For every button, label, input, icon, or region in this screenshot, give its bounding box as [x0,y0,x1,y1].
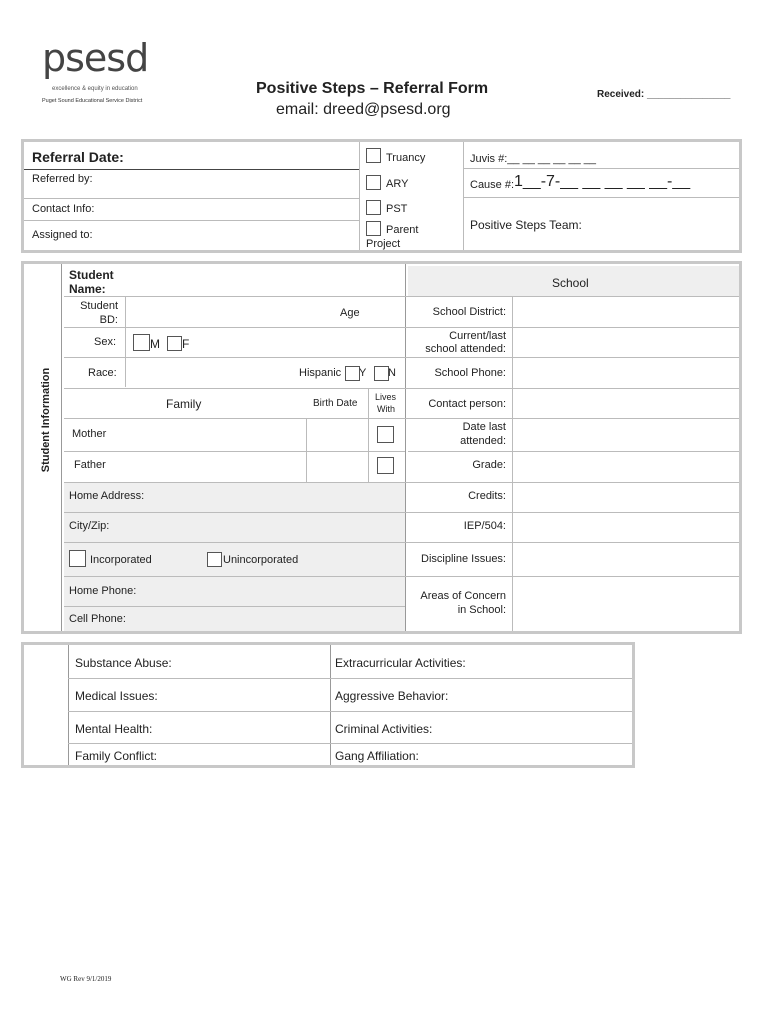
father-lives-with-checkbox[interactable] [377,457,394,474]
referral-date-label: Referral Date: [32,149,124,165]
sex-m-label: M [150,337,160,351]
current-school-label-2: school attended: [425,343,506,355]
gang-affiliation-label: Gang Affiliation: [335,749,419,763]
unincorporated-label: Unincorporated [223,554,299,566]
student-info-side-label: Student Information [40,367,52,473]
credits-label: Credits: [468,490,506,502]
sex-m-checkbox[interactable] [133,334,150,351]
logo-org: Puget Sound Educational Service District [42,98,143,104]
race-label: Race: [88,367,117,379]
hispanic-y-checkbox[interactable] [345,366,360,381]
parent-project-label: Parent [386,224,419,236]
pst-label: PST [386,203,408,215]
ary-label: ARY [386,178,409,190]
page-title: Positive Steps – Referral Form [256,80,489,97]
home-address-label: Home Address: [69,490,145,502]
logo-wordmark: psesd [42,36,149,80]
received-field[interactable]: Received: _______________ [597,89,731,100]
contact-info-label: Contact Info: [32,203,95,215]
extracurricular-label: Extracurricular Activities: [335,656,466,670]
areas-of-concern-label: Areas of Concern [420,590,506,602]
aggressive-behavior-label: Aggressive Behavior: [335,689,449,703]
cause-label: Cause #: [470,179,515,191]
contact-person-label: Contact person: [428,398,506,410]
assigned-to-label: Assigned to: [32,229,93,241]
date-last-attended-label-2: attended: [460,435,506,447]
hispanic-n-checkbox[interactable] [374,366,389,381]
cause-value[interactable]: 1__-7-__ __ __ __ __-__ [514,173,691,190]
parent-project-checkbox[interactable] [366,221,381,236]
school-header: School [552,276,589,290]
sex-label: Sex: [94,336,117,348]
medical-issues-label: Medical Issues: [75,689,158,703]
father-label: Father [74,459,106,471]
pst-checkbox[interactable] [366,200,381,215]
current-school-label: Current/last [449,330,506,342]
truancy-label: Truancy [386,152,426,164]
date-last-attended-label: Date last [462,421,506,433]
referral-section [21,139,742,253]
referred-by-label: Referred by: [32,173,93,185]
discipline-issues-label: Discipline Issues: [421,553,506,565]
email-text: email: dreed@psesd.org [276,101,451,118]
mother-lives-with-checkbox[interactable] [377,426,394,443]
parent-project-label-2: Project [366,238,401,250]
birth-date-header: Birth Date [313,398,358,409]
iep-label: IEP/504: [463,520,506,532]
hispanic-y-label: Y [359,367,367,379]
truancy-checkbox[interactable] [366,148,381,163]
hispanic-label: Hispanic [299,367,342,379]
substance-abuse-label: Substance Abuse: [75,656,172,670]
incorporated-label: Incorporated [90,554,152,566]
mother-label: Mother [72,428,107,440]
city-zip-label: City/Zip: [69,520,110,532]
sex-f-label: F [182,337,190,351]
lives-with-header-2: With [377,404,395,414]
family-conflict-label: Family Conflict: [75,749,158,763]
age-label: Age [340,307,360,319]
sex-f-checkbox[interactable] [167,336,182,351]
mental-health-label: Mental Health: [75,722,153,736]
unincorporated-checkbox[interactable] [207,552,222,567]
incorporated-checkbox[interactable] [69,550,86,567]
home-phone-label: Home Phone: [69,585,137,597]
school-district-label: School District: [432,306,506,318]
criminal-activities-label: Criminal Activities: [335,722,433,736]
student-bd-label: Student BD: [80,300,118,326]
team-label: Positive Steps Team: [470,218,582,232]
revision-footer: WG Rev 9/1/2019 [60,975,112,983]
lives-with-header: Lives [375,392,397,402]
student-name-label: Student Name: [69,268,114,296]
school-phone-label: School Phone: [434,367,506,379]
hispanic-n-label: N [388,367,396,379]
logo [42,36,162,108]
juvis-field[interactable]: Juvis #:__ __ __ __ __ __ [470,153,596,165]
areas-of-concern-label-2: in School: [457,604,506,616]
family-header: Family [166,397,202,411]
logo-tagline: excellence & equity in education [52,86,138,92]
cell-phone-label: Cell Phone: [69,613,126,625]
ary-checkbox[interactable] [366,175,381,190]
grade-label: Grade: [472,459,506,471]
